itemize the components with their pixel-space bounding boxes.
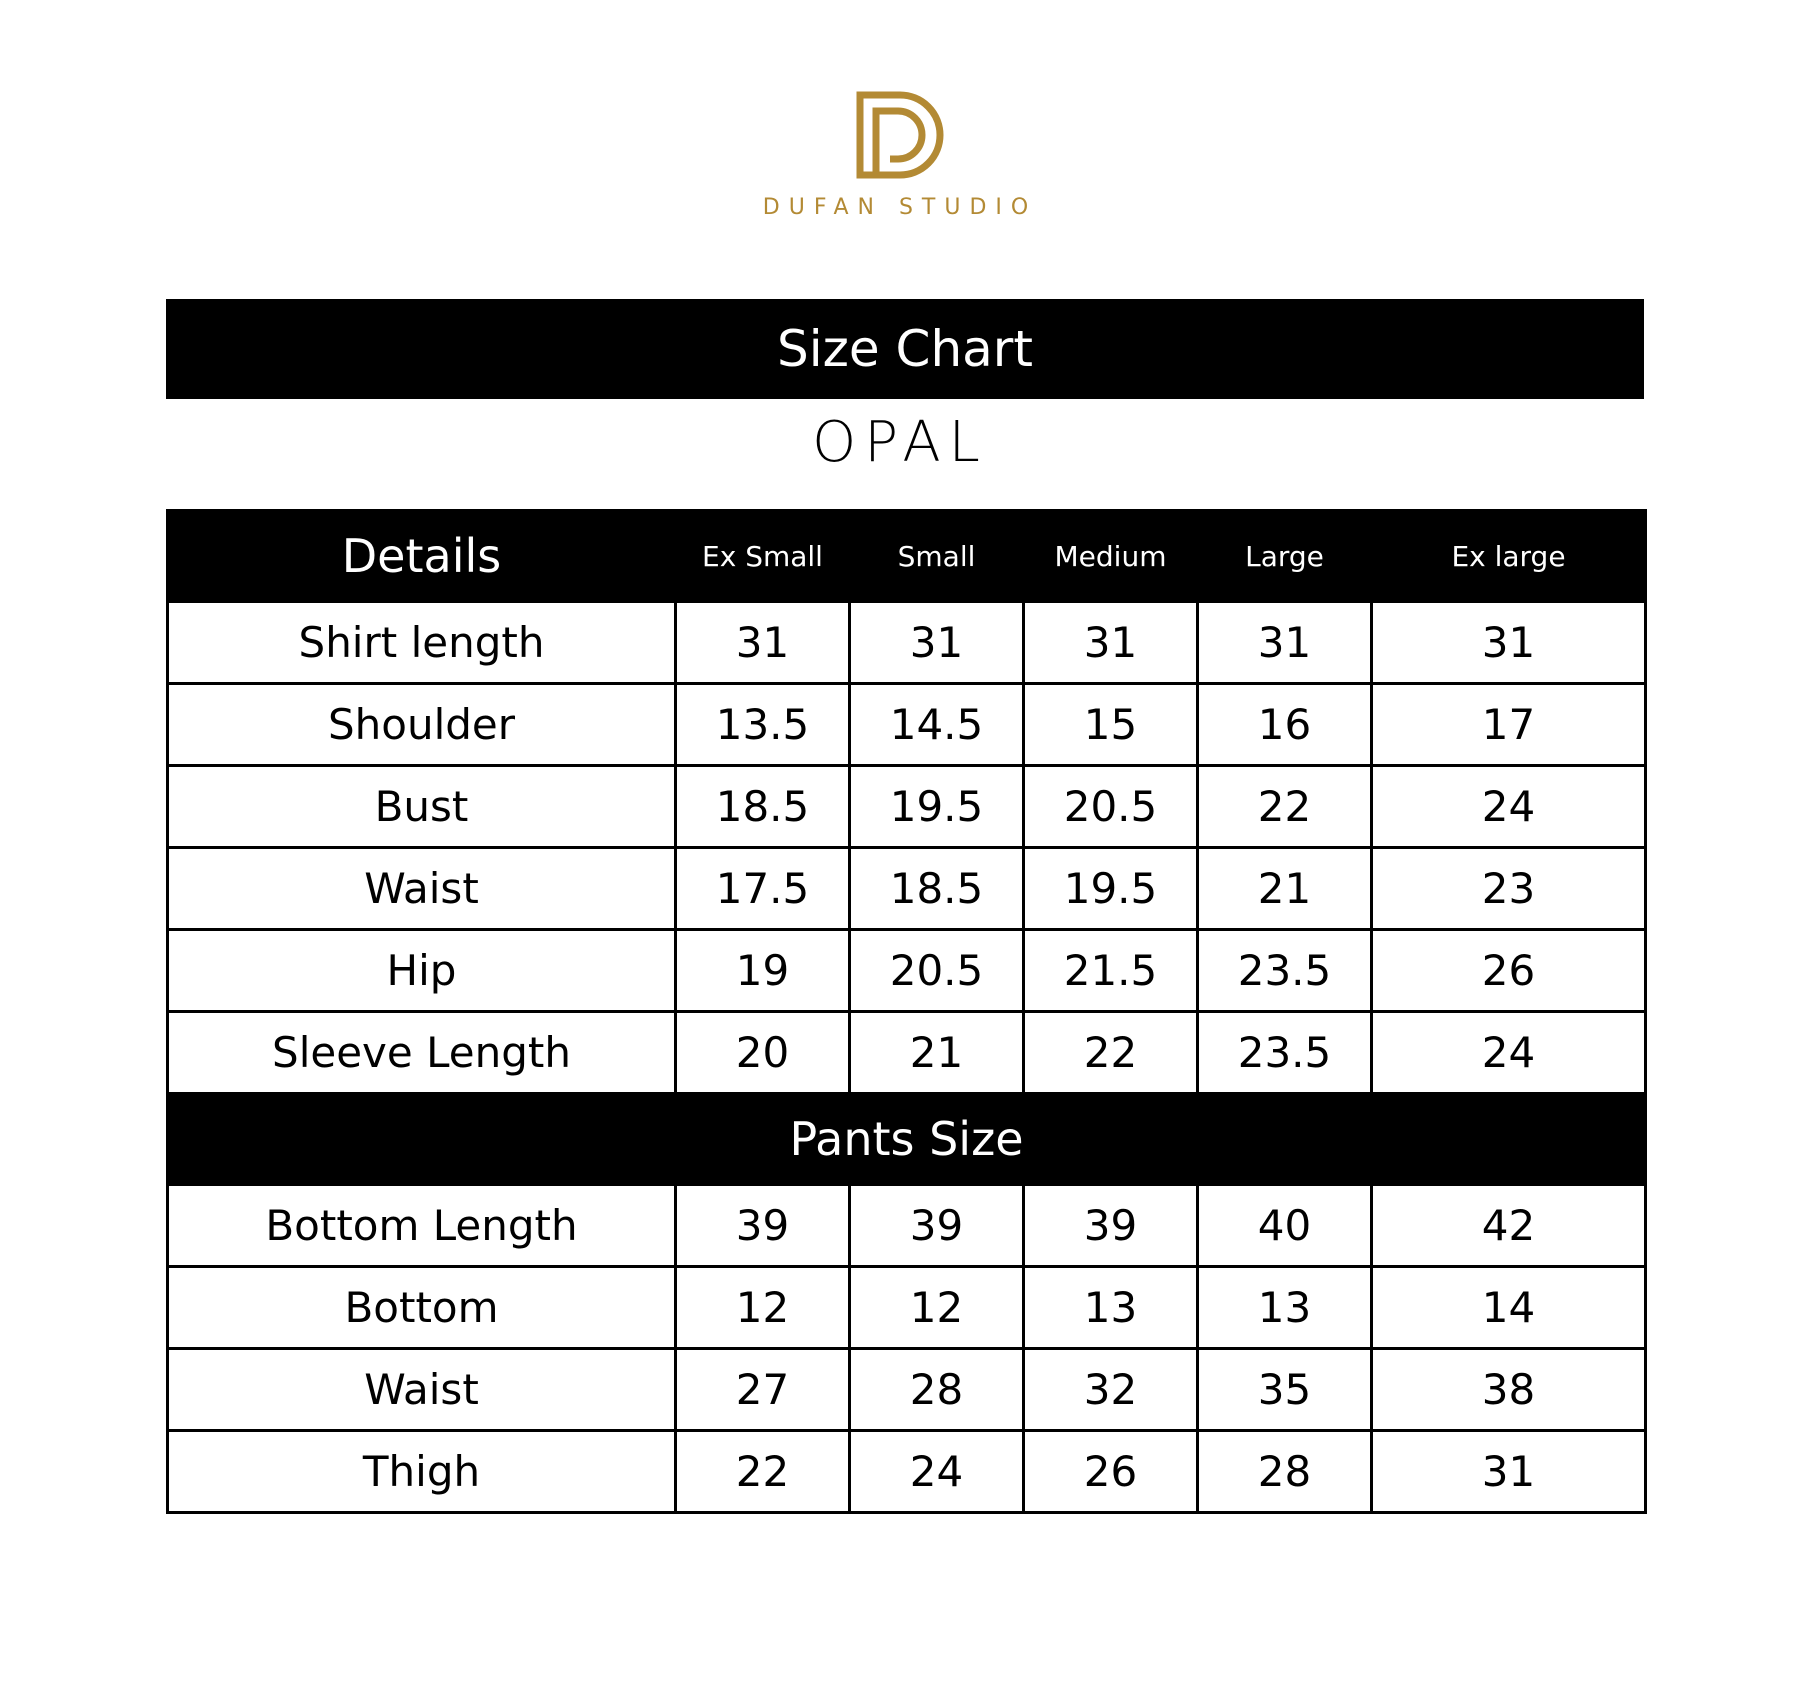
table-row bbox=[168, 766, 1646, 848]
brand-name: DUFAN STUDIO bbox=[762, 195, 1038, 220]
table-cell: 21.5 bbox=[1024, 930, 1198, 1012]
table-cell: 31 bbox=[850, 602, 1024, 684]
table-cell: 39 bbox=[676, 1185, 850, 1267]
table-cell: 19 bbox=[676, 930, 850, 1012]
row-label: Bottom bbox=[168, 1267, 676, 1349]
table-cell: 16 bbox=[1198, 684, 1372, 766]
table-cell: 22 bbox=[1198, 766, 1372, 848]
table-cell: 24 bbox=[1372, 1012, 1646, 1094]
table-cell: 12 bbox=[676, 1267, 850, 1349]
table-row bbox=[168, 930, 1646, 1012]
table-cell: 20.5 bbox=[1024, 766, 1198, 848]
table-header-row bbox=[168, 511, 1646, 602]
table-cell: 27 bbox=[676, 1349, 850, 1431]
table-row bbox=[168, 1431, 1646, 1513]
table-cell: 22 bbox=[676, 1431, 850, 1513]
pants-section-row bbox=[168, 1094, 1646, 1185]
table-cell: 14 bbox=[1372, 1267, 1646, 1349]
size-header-small: Small bbox=[850, 511, 1024, 602]
product-name: OPAL bbox=[812, 410, 988, 475]
table-cell: 24 bbox=[850, 1431, 1024, 1513]
brand-logo bbox=[0, 85, 1800, 220]
row-label: Bottom Length bbox=[168, 1185, 676, 1267]
table-cell: 40 bbox=[1198, 1185, 1372, 1267]
details-header: Details bbox=[168, 511, 676, 602]
table-cell: 17 bbox=[1372, 684, 1646, 766]
table-cell: 14.5 bbox=[850, 684, 1024, 766]
size-header-ex-large: Ex large bbox=[1372, 511, 1646, 602]
row-label: Thigh bbox=[168, 1431, 676, 1513]
table-row bbox=[168, 684, 1646, 766]
table-cell: 15 bbox=[1024, 684, 1198, 766]
row-label: Waist bbox=[168, 848, 676, 930]
table-cell: 39 bbox=[1024, 1185, 1198, 1267]
table-cell: 31 bbox=[1024, 602, 1198, 684]
table-cell: 32 bbox=[1024, 1349, 1198, 1431]
size-table bbox=[166, 509, 1647, 1514]
row-label: Hip bbox=[168, 930, 676, 1012]
table-cell: 42 bbox=[1372, 1185, 1646, 1267]
table-cell: 18.5 bbox=[676, 766, 850, 848]
table-cell: 20 bbox=[676, 1012, 850, 1094]
size-header-ex-small: Ex Small bbox=[676, 511, 850, 602]
table-cell: 23.5 bbox=[1198, 930, 1372, 1012]
row-label: Bust bbox=[168, 766, 676, 848]
table-row bbox=[168, 848, 1646, 930]
row-label: Shoulder bbox=[168, 684, 676, 766]
table-cell: 31 bbox=[1372, 1431, 1646, 1513]
table-cell: 38 bbox=[1372, 1349, 1646, 1431]
size-header-large: Large bbox=[1198, 511, 1372, 602]
pants-section-label: Pants Size bbox=[168, 1094, 1646, 1185]
table-row bbox=[168, 1267, 1646, 1349]
table-cell: 19.5 bbox=[1024, 848, 1198, 930]
table-row bbox=[168, 1349, 1646, 1431]
table-cell: 28 bbox=[1198, 1431, 1372, 1513]
table-cell: 31 bbox=[676, 602, 850, 684]
table-cell: 39 bbox=[850, 1185, 1024, 1267]
row-label: Sleeve Length bbox=[168, 1012, 676, 1094]
table-cell: 19.5 bbox=[850, 766, 1024, 848]
table-cell: 35 bbox=[1198, 1349, 1372, 1431]
page-title: Size Chart bbox=[166, 299, 1644, 399]
table-cell: 20.5 bbox=[850, 930, 1024, 1012]
table-cell: 31 bbox=[1372, 602, 1646, 684]
table-cell: 13 bbox=[1198, 1267, 1372, 1349]
table-cell: 18.5 bbox=[850, 848, 1024, 930]
size-header-medium: Medium bbox=[1024, 511, 1198, 602]
table-cell: 24 bbox=[1372, 766, 1646, 848]
table-cell: 21 bbox=[850, 1012, 1024, 1094]
table-cell: 13.5 bbox=[676, 684, 850, 766]
table-row bbox=[168, 1185, 1646, 1267]
dd-monogram-icon bbox=[850, 85, 950, 185]
table-cell: 28 bbox=[850, 1349, 1024, 1431]
table-cell: 22 bbox=[1024, 1012, 1198, 1094]
table-cell: 21 bbox=[1198, 848, 1372, 930]
table-cell: 31 bbox=[1198, 602, 1372, 684]
table-row bbox=[168, 1012, 1646, 1094]
table-cell: 12 bbox=[850, 1267, 1024, 1349]
table-cell: 23 bbox=[1372, 848, 1646, 930]
table-cell: 26 bbox=[1024, 1431, 1198, 1513]
table-row bbox=[168, 602, 1646, 684]
row-label: Waist bbox=[168, 1349, 676, 1431]
table-cell: 13 bbox=[1024, 1267, 1198, 1349]
table-cell: 26 bbox=[1372, 930, 1646, 1012]
table-cell: 17.5 bbox=[676, 848, 850, 930]
table-cell: 23.5 bbox=[1198, 1012, 1372, 1094]
row-label: Shirt length bbox=[168, 602, 676, 684]
